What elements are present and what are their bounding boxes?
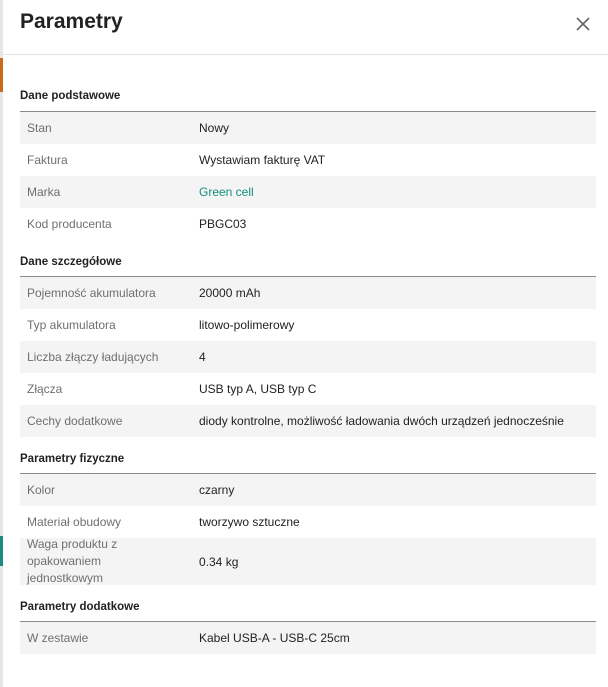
- section-rows: [20, 622, 596, 654]
- param-key: Kod producenta: [27, 216, 112, 231]
- param-value: litowo-polimerowy: [199, 318, 295, 332]
- param-key: Waga produktu z opakowaniem jednostkowym: [27, 537, 118, 585]
- param-row: [20, 208, 596, 240]
- param-row: [20, 176, 596, 208]
- section-details: [20, 240, 596, 437]
- param-key: Typ akumulatora: [27, 317, 116, 332]
- section-title: Parametry dodatkowe: [20, 585, 596, 622]
- param-row: [20, 341, 596, 373]
- section-additional: [20, 585, 596, 654]
- brand-link[interactable]: Green cell: [199, 185, 254, 199]
- page-left-edge: [0, 0, 3, 687]
- param-row: [20, 144, 596, 176]
- param-key: W zestawie: [27, 630, 89, 645]
- section-basic: [20, 56, 596, 240]
- param-value: tworzywo sztuczne: [199, 515, 300, 529]
- param-value: 0.34 kg: [199, 554, 239, 569]
- param-key: Materiał obudowy: [27, 514, 122, 529]
- param-row: [20, 622, 596, 654]
- section-title: Dane podstawowe: [20, 56, 596, 112]
- param-value: 20000 mAh: [199, 286, 261, 300]
- param-key: Stan: [27, 120, 52, 135]
- section-rows: [20, 112, 596, 240]
- section-rows: [20, 277, 596, 437]
- param-key: Cechy dodatkowe: [27, 413, 123, 428]
- close-button[interactable]: [570, 11, 596, 37]
- parameters-content: [20, 56, 596, 654]
- param-value: diody kontrolne, możliwość ładowania dwóch urządzeń jednocześnie: [199, 414, 564, 428]
- param-row: [20, 538, 596, 585]
- param-value: czarny: [199, 483, 235, 497]
- param-row: [20, 277, 596, 309]
- dialog-title: Parametry: [20, 10, 123, 33]
- param-value: PBGC03: [199, 217, 247, 231]
- param-key: Kolor: [27, 482, 56, 497]
- param-row: [20, 309, 596, 341]
- param-row: [20, 474, 596, 506]
- param-value: Nowy: [199, 121, 230, 135]
- dialog-header: [0, 0, 608, 55]
- param-key: Pojemność akumulatora: [27, 285, 156, 300]
- section-title: Dane szczegółowe: [20, 240, 596, 277]
- param-value: Kabel USB-A - USB-C 25cm: [199, 631, 350, 645]
- section-title: Parametry fizyczne: [20, 437, 596, 474]
- left-edge-teal-accent: [0, 536, 3, 566]
- param-value: 4: [199, 350, 206, 364]
- param-row: [20, 506, 596, 538]
- param-value: Wystawiam fakturę VAT: [199, 153, 326, 167]
- param-value: USB typ A, USB typ C: [199, 382, 317, 396]
- param-key: Faktura: [27, 152, 68, 167]
- param-key: Marka: [27, 184, 61, 199]
- param-key: Liczba złączy ładujących: [27, 349, 159, 364]
- param-row: [20, 112, 596, 144]
- param-row: [20, 405, 596, 437]
- left-edge-orange-accent: [0, 58, 3, 92]
- close-icon: [570, 11, 596, 37]
- param-key: Złącza: [27, 381, 63, 396]
- param-row: [20, 373, 596, 405]
- section-physical: [20, 437, 596, 585]
- section-rows: [20, 474, 596, 585]
